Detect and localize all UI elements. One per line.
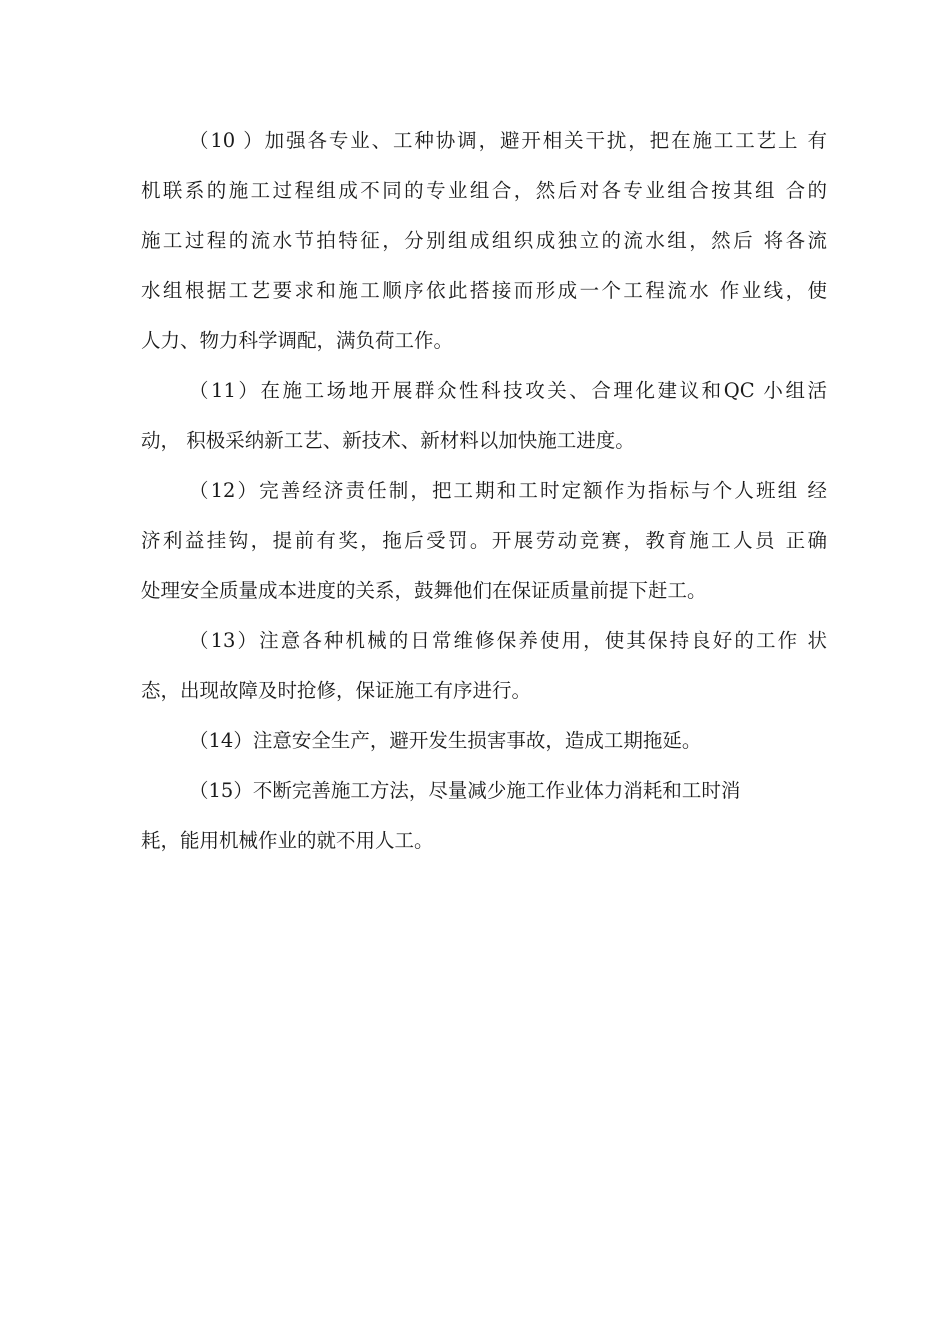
paragraph-14 bbox=[141, 716, 827, 766]
text-line: （12）完善经济责任制，把工期和工时定额作为指标与个人班组 经 bbox=[189, 479, 827, 502]
text-line: 动， 积极采纳新工艺、新技术、新材料以加快施工进度。 bbox=[141, 429, 635, 452]
paragraph-10 bbox=[141, 116, 827, 366]
text-line: 济利益挂钩，提前有奖，拖后受罚。开展劳动竞赛，教育施工人员 正确 bbox=[141, 529, 827, 552]
paragraph-15 bbox=[141, 766, 827, 866]
text-line: （11）在施工场地开展群众性科技攻关、合理化建议和QC 小组活 bbox=[189, 379, 827, 402]
text-line: 人力、物力科学调配，满负荷工作。 bbox=[141, 329, 454, 352]
paragraph-13 bbox=[141, 616, 827, 716]
text-line: 态，出现故障及时抢修，保证施工有序进行。 bbox=[141, 679, 532, 702]
paragraph-12 bbox=[141, 466, 827, 616]
text-line: （13）注意各种机械的日常维修保养使用，使其保持良好的工作 状 bbox=[189, 629, 827, 652]
paragraph-11 bbox=[141, 366, 827, 466]
text-line: 施工过程的流水节拍特征，分别组成组织成独立的流水组，然后 将各流 bbox=[141, 229, 827, 252]
text-line: 机联系的施工过程组成不同的专业组合，然后对各专业组合按其组 合的 bbox=[141, 179, 827, 202]
text-line: （10 ）加强各专业、工种协调，避开相关干扰，把在施工工艺上 有 bbox=[189, 129, 827, 152]
text-line: 处理安全质量成本进度的关系，鼓舞他们在保证质量前提下赶工。 bbox=[141, 579, 707, 602]
text-line: 耗，能用机械作业的就不用人工。 bbox=[141, 829, 434, 852]
text-line: （14）注意安全生产，避开发生损害事故，造成工期拖延。 bbox=[189, 729, 702, 752]
document-body bbox=[141, 116, 827, 866]
text-line: （15）不断完善施工方法，尽量减少施工作业体力消耗和工时消 bbox=[189, 779, 741, 802]
text-line: 水组根据工艺要求和施工顺序依此搭接而形成一个工程流水 作业线，使 bbox=[141, 279, 827, 302]
